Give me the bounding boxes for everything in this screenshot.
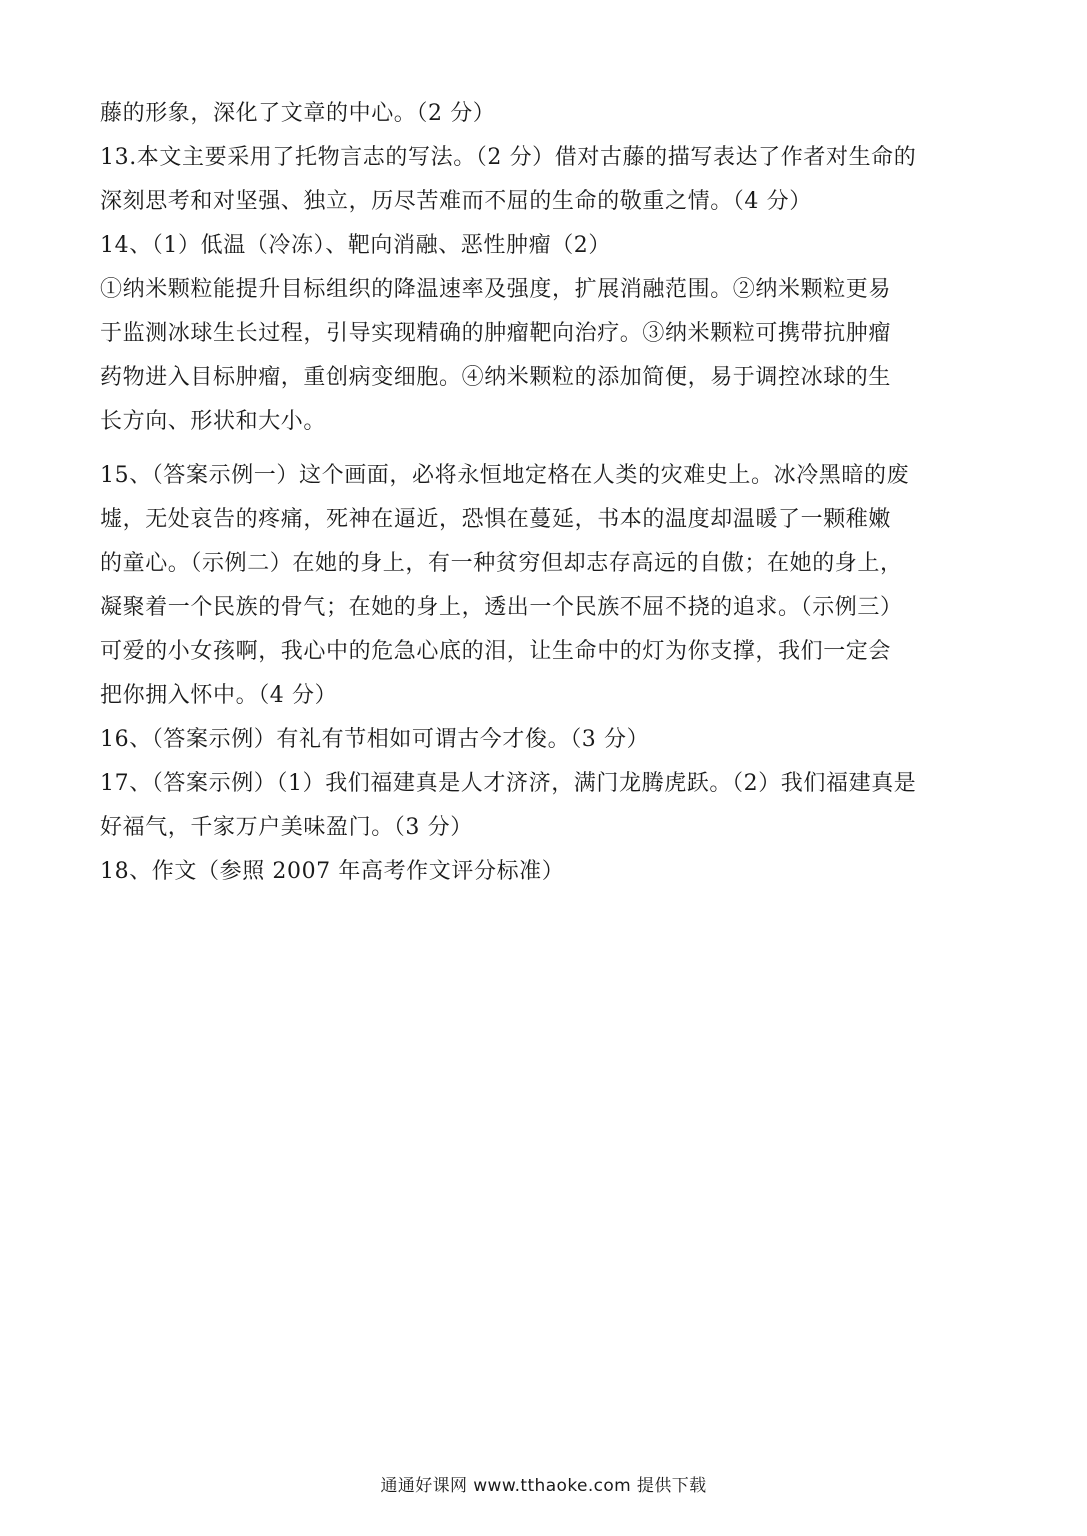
- answer-line: 13.本文主要采用了托物言志的写法。（2 分）借对古藤的描写表达了作者对生命的: [100, 145, 917, 170]
- answer-line: 的童心。（示例二）在她的身上，有一种贫穷但却志存高远的自傲；在她的身上，: [100, 551, 903, 576]
- answer-line: 15、（答案示例一）这个画面，必将永恒地定格在人类的灾难史上。冰冷黑暗的废: [100, 463, 910, 488]
- answer-line: ①纳米颗粒能提升目标组织的降温速率及强度，扩展消融范围。②纳米颗粒更易: [100, 277, 892, 302]
- paragraph-gap: [100, 444, 995, 454]
- answer-line: 藤的形象，深化了文章的中心。（2 分）: [100, 101, 496, 126]
- answer-line: 16、（答案示例）有礼有节相如可谓古今才俊。（3 分）: [100, 727, 650, 752]
- answer-line: 把你拥入怀中。（4 分）: [100, 683, 338, 708]
- answer-line: 墟，无处哀告的疼痛，死神在逼近，恐惧在蔓延，书本的温度却温暖了一颗稚嫩: [100, 507, 892, 532]
- answer-line: 可爱的小女孩啊，我心中的危急心底的泪，让生命中的灯为你支撑，我们一定会: [100, 639, 892, 664]
- answer-line: 14、（1）低温（冷冻）、靶向消融、恶性肿瘤（2）: [100, 233, 611, 258]
- answer-line: 18、作文（参照 2007 年高考作文评分标准）: [100, 859, 565, 884]
- answer-line: 17、（答案示例）（1）我们福建真是人才济济，满门龙腾虎跃。（2）我们福建真是: [100, 771, 917, 796]
- page-footer: 通通好课网 www.tthaoke.com 提供下载: [380, 1476, 707, 1496]
- answer-line: 药物进入目标肿瘤，重创病变细胞。④纳米颗粒的添加简便，易于调控冰球的生: [100, 365, 892, 390]
- answer-line: 于监测冰球生长过程，引导实现精确的肿瘤靶向治疗。③纳米颗粒可携带抗肿瘤: [100, 321, 892, 346]
- answer-line: 好福气，千家万户美味盈门。（3 分）: [100, 815, 473, 840]
- answer-text-body: [100, 92, 995, 894]
- answer-line: 深刻思考和对坚强、独立，历尽苦难而不屈的生命的敬重之情。（4 分）: [100, 189, 812, 214]
- answer-line: 长方向、形状和大小。: [100, 409, 327, 434]
- answer-line: 凝聚着一个民族的骨气；在她的身上，透出一个民族不屈不挠的追求。（示例三）: [100, 595, 903, 620]
